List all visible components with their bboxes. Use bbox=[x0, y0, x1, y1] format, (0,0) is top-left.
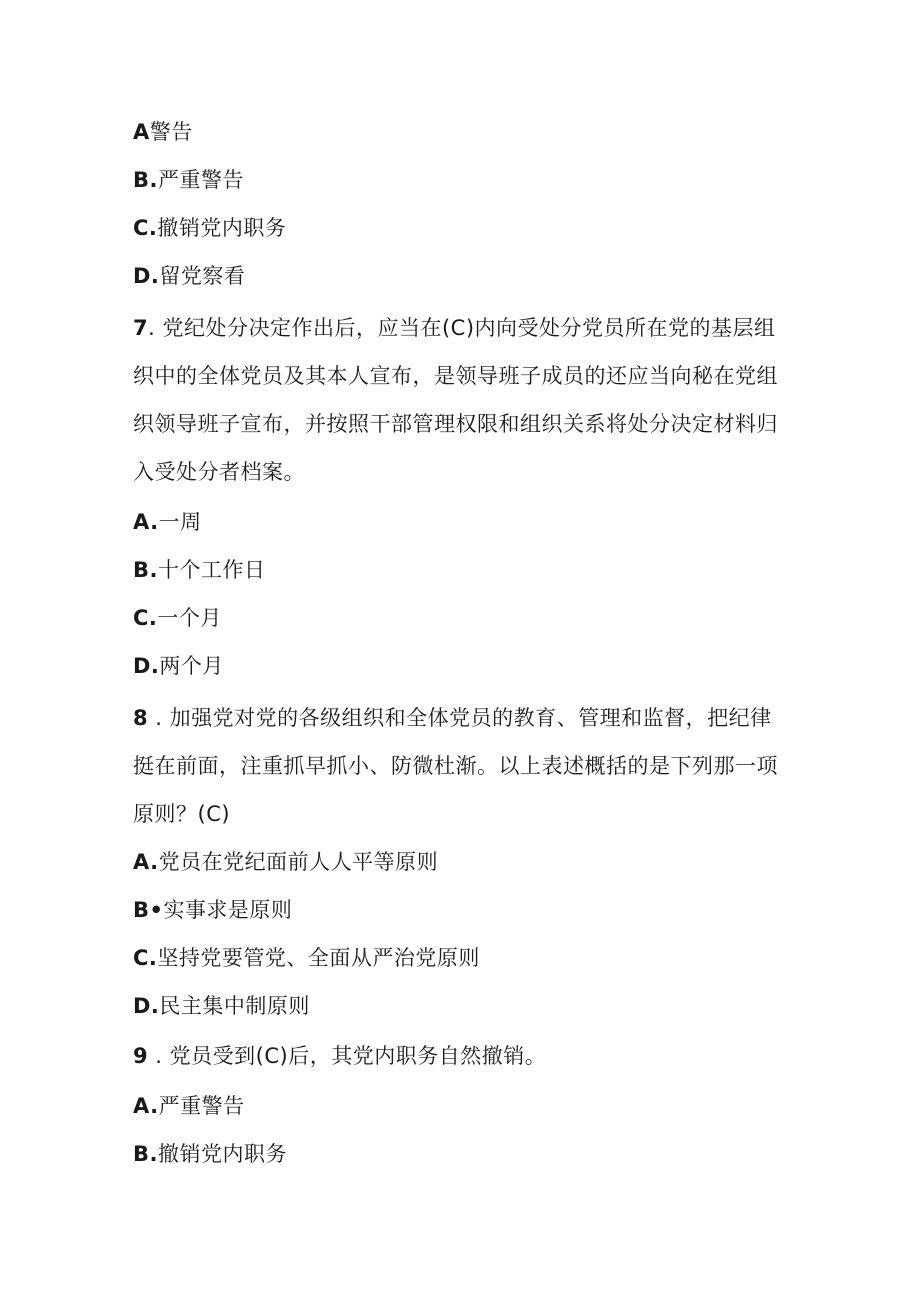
option-label: B. bbox=[133, 1142, 158, 1166]
question-number: 8 bbox=[133, 706, 149, 730]
option-b-line bbox=[133, 896, 292, 924]
question-7-line-1 bbox=[133, 314, 776, 342]
option-a-line bbox=[133, 508, 202, 536]
option-a-line bbox=[133, 848, 438, 876]
option-c-line bbox=[133, 604, 222, 632]
option-d-line bbox=[133, 652, 224, 680]
option-text: 警告 bbox=[149, 120, 193, 144]
option-d-line bbox=[133, 992, 310, 1020]
option-label: A. bbox=[133, 1094, 159, 1118]
option-text: 严重警告 bbox=[157, 168, 244, 192]
option-a-line bbox=[133, 118, 193, 146]
option-label: A bbox=[133, 120, 150, 144]
option-text: 撤销党内职务 bbox=[157, 216, 287, 240]
option-label: B. bbox=[133, 558, 158, 582]
question-text: . 加强党对党的各级组织和全体党员的教育、管理和监督，把纪律 bbox=[148, 706, 772, 730]
question-7-line-4 bbox=[133, 458, 305, 486]
option-b-line bbox=[133, 166, 244, 194]
question-text: . 党员受到(C)后，其党内职务自然撤销。 bbox=[148, 1044, 547, 1068]
question-9-line-1 bbox=[133, 1042, 546, 1070]
option-text: 一周 bbox=[158, 510, 202, 534]
option-text: 两个月 bbox=[159, 654, 224, 678]
option-label: D. bbox=[133, 994, 160, 1018]
option-d-line bbox=[133, 262, 245, 290]
question-text: 挺在前面，注重抓早抓小、防微杜渐。以上表述概括的是下列那一项 bbox=[133, 754, 778, 778]
option-text: 十个工作日 bbox=[157, 558, 266, 582]
question-number: 9 bbox=[133, 1044, 149, 1068]
option-b-line bbox=[133, 1140, 287, 1168]
option-text: 党员在党纪面前人人平等原则 bbox=[158, 850, 439, 874]
option-text: 一个月 bbox=[157, 606, 222, 630]
option-label: C. bbox=[133, 946, 158, 970]
option-label: B. bbox=[133, 168, 158, 192]
option-b-line bbox=[133, 556, 265, 584]
option-c-line bbox=[133, 944, 480, 972]
question-text: . 党纪处分决定作出后，应当在(C)内向受处分党员所在党的基层组 bbox=[148, 316, 776, 340]
option-label: C. bbox=[133, 606, 158, 630]
option-text: 严重警告 bbox=[158, 1094, 245, 1118]
question-8-line-1 bbox=[133, 704, 772, 732]
option-label: C. bbox=[133, 216, 158, 240]
option-label: D. bbox=[133, 264, 160, 288]
option-text: 民主集中制原则 bbox=[159, 994, 310, 1018]
question-8-line-2 bbox=[133, 752, 778, 780]
question-8-line-3 bbox=[133, 800, 230, 828]
option-text: 实事求是原则 bbox=[163, 898, 293, 922]
question-text: 织领导班子宣布，并按照干部管理权限和组织关系将处分决定材料归 bbox=[133, 412, 778, 436]
option-c-line bbox=[133, 214, 286, 242]
option-text: 撤销党内职务 bbox=[157, 1142, 287, 1166]
question-7-line-3 bbox=[133, 410, 778, 438]
option-label: A. bbox=[133, 510, 159, 534]
option-a-line bbox=[133, 1092, 245, 1120]
question-text: 原则？(C) bbox=[133, 802, 231, 826]
option-label: D. bbox=[133, 654, 160, 678]
option-label: B• bbox=[133, 898, 164, 922]
option-text: 坚持党要管党、全面从严治党原则 bbox=[157, 946, 480, 970]
question-text: 织中的全体党员及其本人宣布，是领导班子成员的还应当向秘在党组 bbox=[133, 364, 778, 388]
question-text: 入受处分者档案。 bbox=[133, 460, 305, 484]
option-label: A. bbox=[133, 850, 159, 874]
option-text: 留党察看 bbox=[159, 264, 246, 288]
question-number: 7 bbox=[133, 316, 149, 340]
question-7-line-2 bbox=[133, 362, 778, 390]
